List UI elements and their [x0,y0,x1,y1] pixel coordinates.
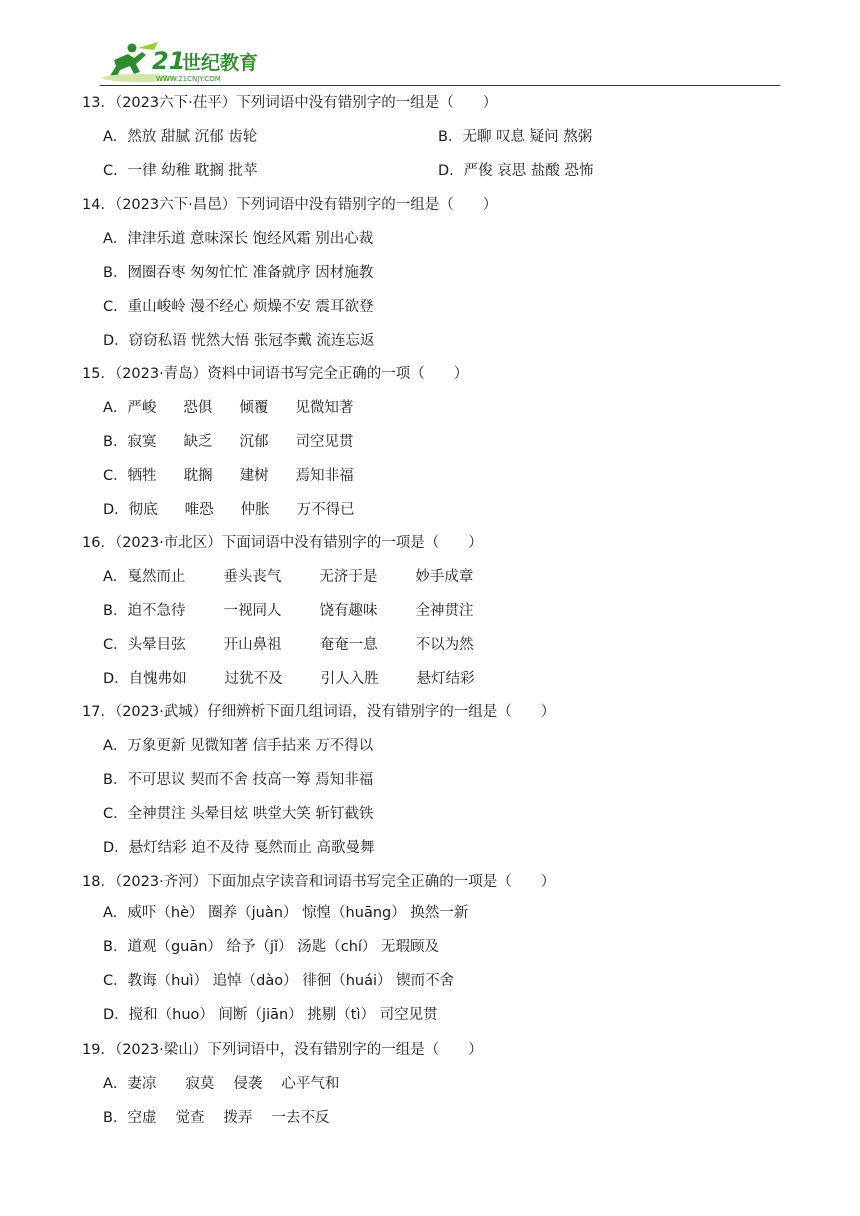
question-14-option-c: C．重山峻岭 漫不经心 烦燥不安 震耳欲登 [103,299,374,315]
question-18-option-c: C．教诲（huì） 追悼（dào） 徘徊（huái） 锲而不舍 [103,973,455,989]
question-13-option-c: C．一律 幼稚 耽搁 批苹 [103,163,258,179]
question-17-option-d: D．悬灯结彩 迫不及待 戛然而止 高歌曼舞 [103,840,375,856]
question-15-option-c: C．牺牲 耽搁 建树 焉知非福 [103,468,354,484]
question-19-option-b: B．空虚 觉查 拨弄 一去不反 [103,1110,330,1126]
question-16-option-b: B．迫不急待 一视同人 饶有趣味 全神贯注 [103,603,474,619]
question-14-stem: 14．（2023六下·昌邑）下列词语中没有错别字的一组是（ ） [82,197,498,213]
question-18-option-b: B．道观（guān） 给予（jǐ） 汤匙（chí） 无瑕顾及 [103,939,440,955]
question-13-option-d: D．严俊 哀思 盐酸 恐怖 [438,163,594,179]
question-15-option-b: B．寂寞 缺乏 沉郁 司空见贯 [103,434,354,450]
question-19-option-a: A．妻凉 寂莫 侵袭 心平气和 [103,1076,340,1092]
question-15-stem: 15．（2023·青岛）资料中词语书写完全正确的一项（ ） [82,366,469,382]
question-16-stem: 16．（2023·市北区）下面词语中没有错别字的一项是（ ） [82,535,483,551]
svg-text:世纪教育: 世纪教育 [182,52,259,74]
question-14-option-d: D．窃窃私语 恍然大悟 张冠李戴 流连忘返 [103,333,375,349]
question-13-stem: 13．（2023六下·茌平）下列词语中没有错别字的一组是（ ） [82,95,498,111]
question-14-option-b: B．囫圈吞枣 匆匆忙忙 准备就序 因材施教 [103,265,374,281]
question-17-stem: 17．（2023·武城）仔细辨析下面几组词语，没有错别字的一组是（ ） [82,704,556,720]
question-13-option-a: A．然放 甜腻 沉郁 齿轮 [103,129,258,145]
question-14-option-a: A．津津乐道 意味深长 饱经风霜 别出心裁 [103,231,374,247]
svg-text:WWW.21CNJY.COM: WWW.21CNJY.COM [156,75,221,83]
question-18-option-a: A．威吓（hè） 圈养（juàn） 惊惶（huāng） 换然一新 [103,905,469,921]
question-16-option-c: C．头晕目弦 开山鼻祖 奄奄一息 不以为然 [103,637,474,653]
question-13-option-b: B．无聊 叹息 疑问 熬粥 [438,129,593,145]
question-18-stem: 18．（2023·齐河）下面加点字读音和词语书写完全正确的一项是（ ） [82,874,556,890]
question-19-stem: 19．（2023·梁山）下列词语中，没有错别字的一组是（ ） [82,1042,483,1058]
question-17-option-b: B．不可思议 契而不舍 技高一筹 焉知非福 [103,772,374,788]
question-16-option-d: D．自愧弗如 过犹不及 引人入胜 悬灯结彩 [103,671,475,687]
question-16-option-a: A．戛然而止 垂头丧气 无济于是 妙手成章 [103,569,474,585]
svg-text:21: 21 [152,47,186,75]
question-18-option-d: D．搅和（huo） 间断（jiān） 挑剔（tì） 司空见贯 [103,1007,438,1023]
question-17-option-c: C．全神贯注 头晕目炫 哄堂大笑 斩钉截铁 [103,806,374,822]
question-17-option-a: A．万象更新 见微知著 信手拈来 万不得以 [103,738,374,754]
question-15-option-d: D．彻底 唯恐 仲胀 万不得已 [103,502,355,518]
question-15-option-a: A．严峻 恐俱 倾覆 见微知著 [103,400,354,416]
